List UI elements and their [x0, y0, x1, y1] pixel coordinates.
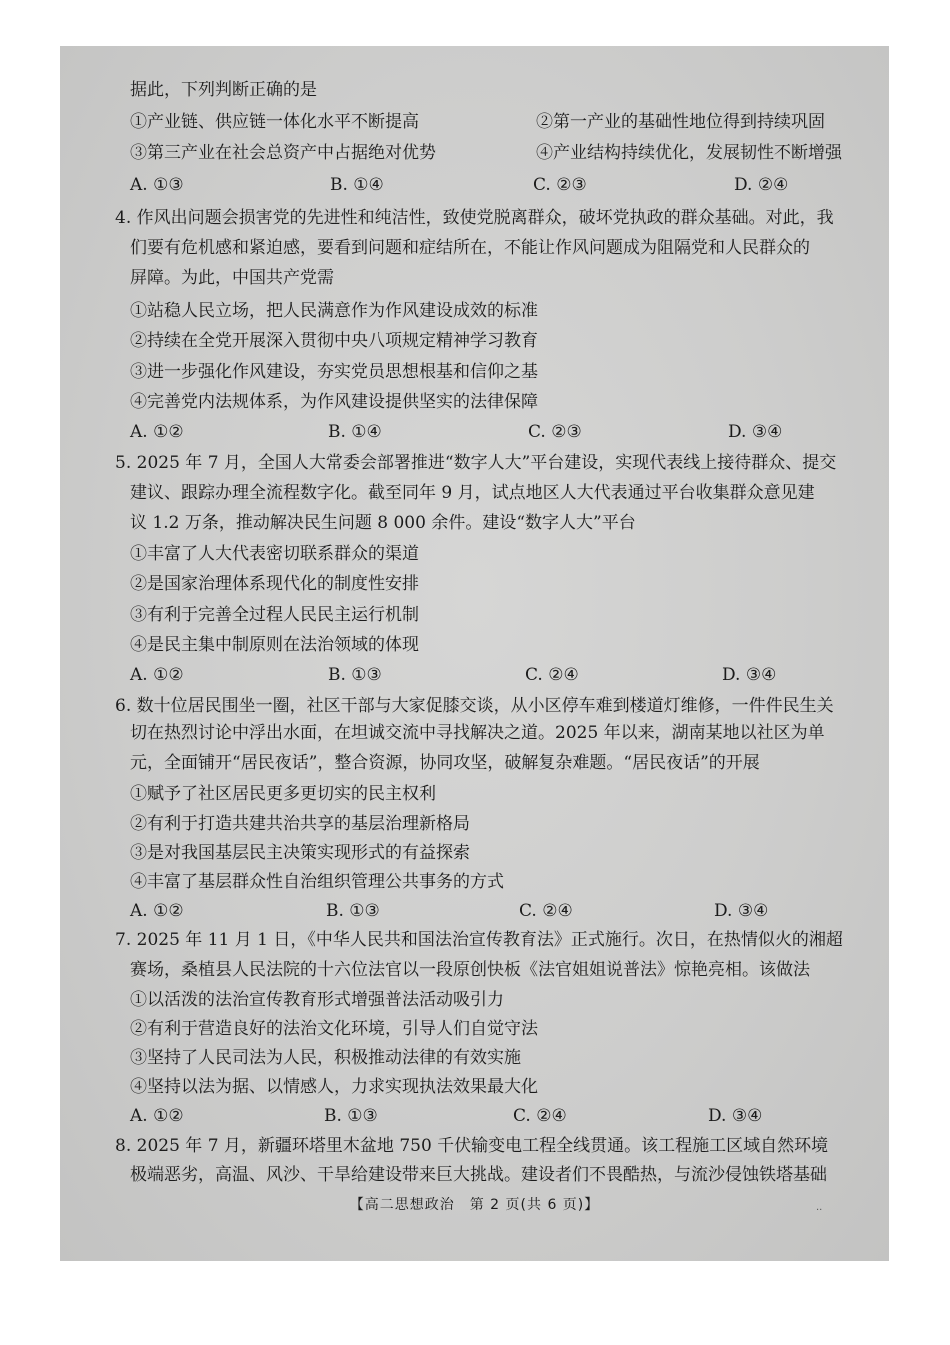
- q4-option-c: C. ②③: [528, 422, 582, 442]
- page-footer: 【高二思想政治 第 2 页(共 6 页)】: [349, 1197, 600, 1213]
- q4-statement-2: ②持续在全党开展深入贯彻中央八项规定精神学习教育: [130, 331, 538, 351]
- q3-option-c: C. ②③: [533, 175, 587, 195]
- q6-stem-line-3: 元，全面铺开“居民夜话”，整合资源，协同攻坚，破解复杂难题。“居民夜话”的开展: [130, 753, 760, 773]
- q7-option-a: A. ①②: [130, 1106, 184, 1126]
- q5-statement-4: ④是民主集中制原则在法治领域的体现: [130, 635, 419, 655]
- q5-statement-1: ①丰富了人大代表密切联系群众的渠道: [130, 544, 419, 564]
- q4-stem-line-1: 4. 作风出问题会损害党的先进性和纯洁性，致使党脱离群众，破坏党执政的群众基础。对此，我: [115, 208, 834, 228]
- q7-option-b: B. ①③: [324, 1106, 378, 1126]
- q8-stem-line-2: 极端恶劣，高温、风沙、干旱给建设带来巨大挑战。建设者们不畏酷热，与流沙侵蚀铁塔基础: [130, 1165, 827, 1185]
- q5-statement-2: ②是国家治理体系现代化的制度性安排: [130, 574, 419, 594]
- q8-stem-line-1: 8. 2025 年 7 月，新疆环塔里木盆地 750 千伏输变电工程全线贯通。该工程施工区域自然环境: [115, 1136, 829, 1156]
- q5-option-a: A. ①②: [130, 665, 184, 685]
- q6-statement-2: ②有利于打造共建共治共享的基层治理新格局: [130, 814, 470, 834]
- footer-mark: ..: [816, 1202, 823, 1213]
- q6-stem-line-2: 切在热烈讨论中浮出水面，在坦诚交流中寻找解决之道。2025 年以来，湖南某地以社区为单: [130, 723, 825, 743]
- q7-option-c: C. ②④: [513, 1106, 567, 1126]
- q3-statement-1: ①产业链、供应链一体化水平不断提高: [130, 112, 419, 132]
- q7-option-d: D. ③④: [708, 1106, 763, 1126]
- q4-stem-line-2: 们要有危机感和紧迫感，要看到问题和症结所在，不能让作风问题成为阻隔党和人民群众的: [130, 238, 810, 258]
- q6-option-d: D. ③④: [714, 901, 769, 921]
- q7-statement-4: ④坚持以法为据、以情感人，力求实现执法效果最大化: [130, 1077, 538, 1097]
- q3-option-a: A. ①③: [130, 175, 184, 195]
- q4-statement-3: ③进一步强化作风建设，夯实党员思想根基和信仰之基: [130, 362, 538, 382]
- q6-option-b: B. ①③: [326, 901, 380, 921]
- q7-statement-2: ②有利于营造良好的法治文化环境，引导人们自觉守法: [130, 1019, 538, 1039]
- q3-statement-4: ④产业结构持续优化，发展韧性不断增强: [536, 143, 842, 163]
- q7-statement-1: ①以活泼的法治宣传教育形式增强普法活动吸引力: [130, 990, 504, 1010]
- q6-statement-4: ④丰富了基层群众性自治组织管理公共事务的方式: [130, 872, 504, 892]
- q3-option-b: B. ①④: [330, 175, 384, 195]
- q4-option-d: D. ③④: [728, 422, 783, 442]
- q5-stem-line-3: 议 1.2 万条，推动解决民生问题 8 000 余件。建设“数字人大”平台: [130, 513, 636, 533]
- q4-option-a: A. ①②: [130, 422, 184, 442]
- q3-statement-2: ②第一产业的基础性地位得到持续巩固: [536, 112, 825, 132]
- q4-statement-1: ①站稳人民立场，把人民满意作为作风建设成效的标准: [130, 301, 538, 321]
- q3-stem-tail: 据此，下列判断正确的是: [130, 80, 317, 100]
- q6-statement-3: ③是对我国基层民主决策实现形式的有益探索: [130, 843, 470, 863]
- q6-statement-1: ①赋予了社区居民更多更切实的民主权利: [130, 784, 436, 804]
- q5-option-d: D. ③④: [722, 665, 777, 685]
- q6-option-c: C. ②④: [519, 901, 573, 921]
- q3-option-d: D. ②④: [734, 175, 789, 195]
- q3-statement-3: ③第三产业在社会总资产中占据绝对优势: [130, 143, 436, 163]
- exam-paper-sheet: [60, 46, 889, 1261]
- q7-statement-3: ③坚持了人民司法为人民，积极推动法律的有效实施: [130, 1048, 521, 1068]
- q4-statement-4: ④完善党内法规体系，为作风建设提供坚实的法律保障: [130, 392, 538, 412]
- q5-statement-3: ③有利于完善全过程人民民主运行机制: [130, 605, 419, 625]
- q6-option-a: A. ①②: [130, 901, 184, 921]
- q4-stem-line-3: 屏障。为此，中国共产党需: [130, 268, 334, 288]
- q5-option-b: B. ①③: [328, 665, 382, 685]
- q5-stem-line-2: 建议、跟踪办理全流程数字化。截至同年 9 月，试点地区人大代表通过平台收集群众意见建: [130, 483, 815, 503]
- q4-option-b: B. ①④: [328, 422, 382, 442]
- q5-option-c: C. ②④: [525, 665, 579, 685]
- q6-stem-line-1: 6. 数十位居民围坐一圈，社区干部与大家促膝交谈，从小区停车难到楼道灯维修，一件件民生关: [115, 696, 834, 716]
- q5-stem-line-1: 5. 2025 年 7 月，全国人大常委会部署推进“数字人大”平台建设，实现代表线上接待群众、提交: [115, 453, 837, 473]
- q7-stem-line-1: 7. 2025 年 11 月 1 日，《中华人民共和国法治宣传教育法》正式施行。次日，在热情似火的湘超: [115, 930, 843, 950]
- q7-stem-line-2: 赛场，桑植县人民法院的十六位法官以一段原创快板《法官姐姐说普法》惊艳亮相。该做法: [130, 960, 810, 980]
